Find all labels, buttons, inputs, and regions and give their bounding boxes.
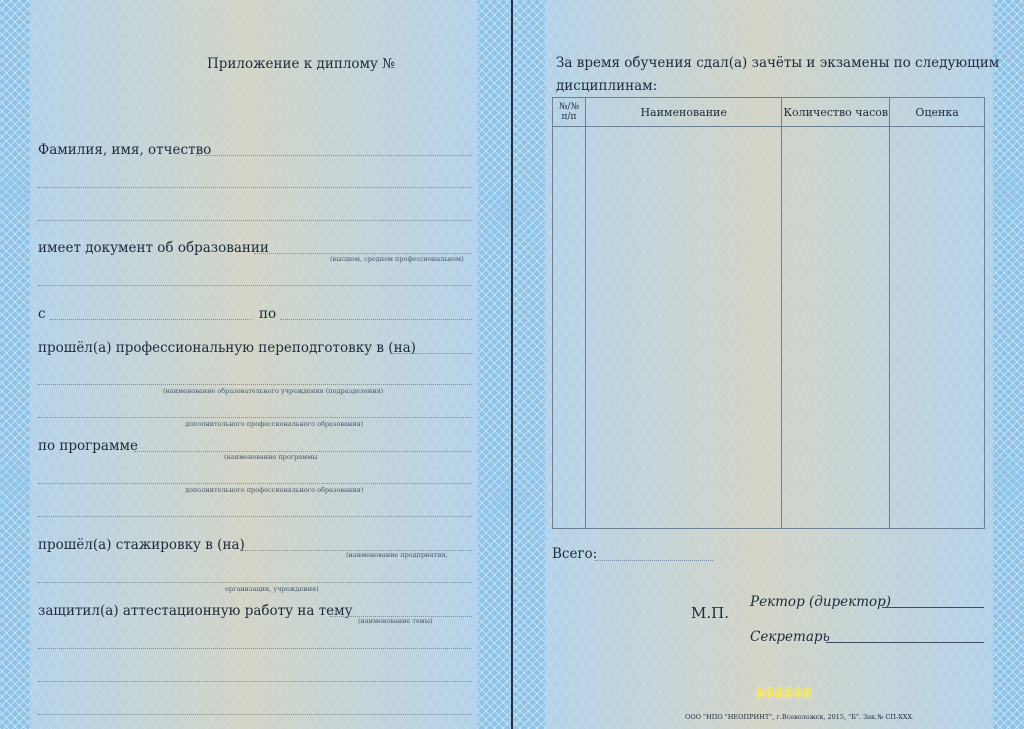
fio-line-3 <box>38 220 472 221</box>
additional-edu-hint-2: дополнительного профессионального образования) <box>185 486 364 494</box>
thesis-line-4 <box>38 714 472 715</box>
education-doc-line <box>254 253 472 254</box>
appendix-title: Приложение к диплому № <box>207 56 396 72</box>
intro-line-2: дисциплинам: <box>556 78 658 94</box>
spine-line <box>511 0 513 729</box>
thesis-line-2 <box>38 648 472 649</box>
right-border-pattern <box>993 0 1024 729</box>
col-hours-header: Количество часов <box>782 98 890 127</box>
stamp-label: М.П. <box>691 604 729 622</box>
program-line-1 <box>134 451 472 452</box>
retraining-label: прошёл(а) профессиональную переподготовку в (на) <box>38 340 416 356</box>
col-number-header: №/№ п/п <box>553 98 586 127</box>
grades-table <box>552 97 985 529</box>
rector-signature-line <box>882 607 984 608</box>
intro-line-1: За время обучения сдал(а) зачёты и экзамены по следующим <box>556 55 1000 71</box>
enterprise-hint: (наименование предприятия, <box>346 551 448 559</box>
left-border-pattern <box>0 0 30 729</box>
thesis-line-3 <box>38 681 472 682</box>
to-date-line <box>280 319 472 320</box>
organization-hint: организации, учреждения) <box>225 585 319 593</box>
col-grade-header: Оценка <box>890 98 985 127</box>
secretary-label: Секретарь <box>750 629 830 645</box>
education-hint: (высшем, среднем профессиональном) <box>330 255 464 263</box>
from-date-line <box>50 319 252 320</box>
retraining-line-1 <box>390 353 472 354</box>
secretary-signature-line <box>826 642 984 643</box>
cell-grade <box>890 127 985 529</box>
serial-number: 000000 <box>756 686 813 702</box>
retraining-line-3 <box>38 417 472 418</box>
col-name-header: Наименование <box>585 98 782 127</box>
institution-hint: (наименование образовательного учреждения (подразделения) <box>163 387 384 395</box>
total-label: Всего: <box>552 546 598 562</box>
program-line-3 <box>38 516 472 517</box>
cell-number <box>553 127 586 529</box>
total-line <box>595 560 713 561</box>
from-label: с <box>38 306 46 322</box>
table-row <box>553 127 985 529</box>
fio-line-2 <box>38 187 472 188</box>
retraining-line-2 <box>38 384 472 385</box>
education-line-2 <box>38 285 472 286</box>
fio-label: Фамилия, имя, отчество <box>38 142 212 158</box>
cell-hours <box>782 127 890 529</box>
thesis-label: защитил(а) аттестационную работу на тему <box>38 603 353 619</box>
to-label: по <box>259 306 277 322</box>
rector-label: Ректор (директор) <box>750 594 892 610</box>
table-header-row <box>553 98 985 127</box>
program-line-2 <box>38 483 472 484</box>
internship-line-2 <box>38 582 472 583</box>
printer-note: ООО "НПО "НЕОПРИНТ", г.Всеволожск, 2015, "Б". Зак.№ СП-XXX. <box>685 713 915 721</box>
additional-edu-hint-1: дополнительного профессионального образования) <box>185 420 364 428</box>
internship-label: прошёл(а) стажировку в (на) <box>38 537 245 553</box>
education-doc-label: имеет документ об образовании <box>38 240 269 256</box>
cell-name <box>585 127 782 529</box>
theme-hint: (наименование темы) <box>358 617 433 625</box>
program-hint: (наименование программы <box>224 453 318 461</box>
fio-line-1 <box>196 155 472 156</box>
program-label: по программе <box>38 438 138 454</box>
